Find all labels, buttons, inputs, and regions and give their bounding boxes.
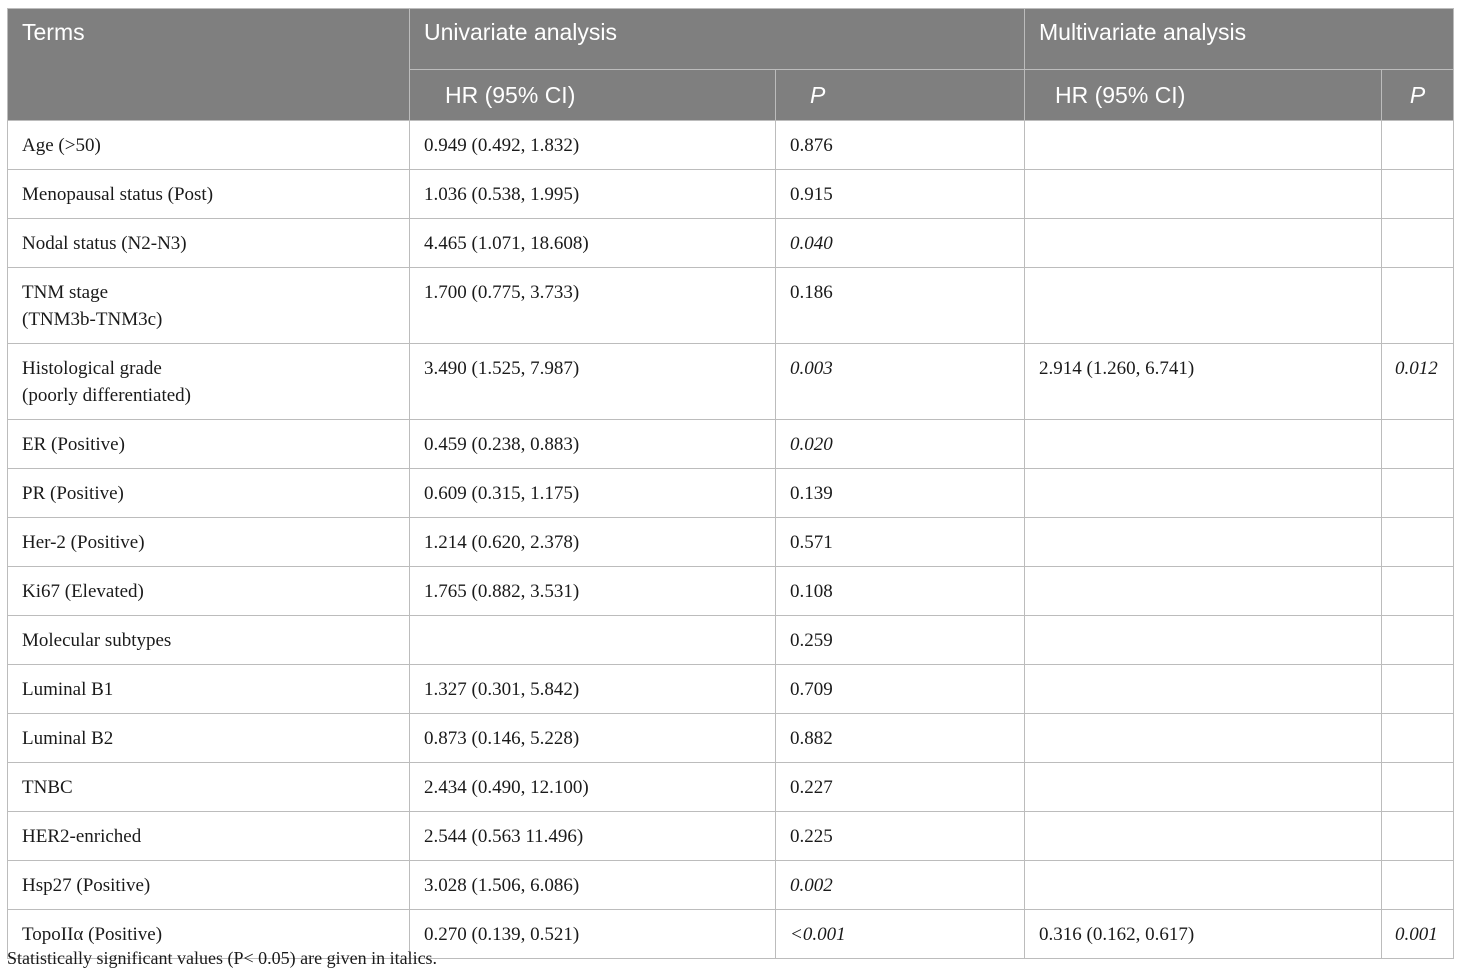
multi-p-cell: [1382, 121, 1454, 170]
term-cell: ER (Positive): [8, 420, 410, 469]
multi-hr-cell: [1025, 420, 1382, 469]
header-multivariate: Multivariate analysis: [1025, 9, 1454, 70]
term-cell: Ki67 (Elevated): [8, 567, 410, 616]
hazard-ratio-table: [7, 8, 1454, 959]
multi-p-cell: [1382, 812, 1454, 861]
table-row: [8, 665, 1454, 714]
multi-p-cell: [1382, 420, 1454, 469]
term-line-1: TNM stage: [22, 282, 109, 303]
term-line-1: Histological grade: [22, 358, 162, 379]
multi-hr-cell: [1025, 763, 1382, 812]
header-multi-hr: HR (95% CI): [1025, 70, 1382, 121]
multi-hr-cell: [1025, 812, 1382, 861]
uni-p-cell: 0.709: [776, 665, 1025, 714]
table-row: [8, 121, 1454, 170]
multi-hr-cell: [1025, 861, 1382, 910]
term-cell: Age (>50): [8, 121, 410, 170]
table-row: [8, 170, 1454, 219]
multi-hr-cell: 0.316 (0.162, 0.617): [1025, 910, 1382, 959]
table-row: [8, 219, 1454, 268]
table-row: [8, 518, 1454, 567]
multi-hr-cell: [1025, 665, 1382, 714]
uni-p-cell: 0.186: [776, 268, 1025, 344]
uni-p-cell: 0.003: [776, 344, 1025, 420]
header-univariate: Univariate analysis: [410, 9, 1025, 70]
uni-hr-cell: 1.700 (0.775, 3.733): [410, 268, 776, 344]
multi-p-cell: [1382, 861, 1454, 910]
multi-hr-cell: [1025, 268, 1382, 344]
term-cell: [8, 268, 410, 344]
table-row: [8, 616, 1454, 665]
term-cell: Her-2 (Positive): [8, 518, 410, 567]
term-cell: Nodal status (N2-N3): [8, 219, 410, 268]
term-cell: Luminal B2: [8, 714, 410, 763]
multi-hr-cell: [1025, 714, 1382, 763]
term-cell: HER2-enriched: [8, 812, 410, 861]
term-cell: Luminal B1: [8, 665, 410, 714]
table-row: [8, 763, 1454, 812]
term-cell: [8, 344, 410, 420]
table-row: [8, 344, 1454, 420]
multi-hr-cell: [1025, 219, 1382, 268]
multi-p-cell: [1382, 616, 1454, 665]
uni-p-cell: 0.139: [776, 469, 1025, 518]
uni-hr-cell: 2.434 (0.490, 12.100): [410, 763, 776, 812]
term-cell: Menopausal status (Post): [8, 170, 410, 219]
uni-hr-cell: 0.270 (0.139, 0.521): [410, 910, 776, 959]
header-uni-p: P: [776, 70, 1025, 121]
multi-p-cell: 0.001: [1382, 910, 1454, 959]
multi-hr-cell: [1025, 121, 1382, 170]
table-row: [8, 861, 1454, 910]
multi-p-cell: [1382, 567, 1454, 616]
multi-p-cell: [1382, 469, 1454, 518]
term-cell: PR (Positive): [8, 469, 410, 518]
multi-hr-cell: 2.914 (1.260, 6.741): [1025, 344, 1382, 420]
uni-p-cell: 0.915: [776, 170, 1025, 219]
uni-p-cell: 0.002: [776, 861, 1025, 910]
multi-p-cell: [1382, 714, 1454, 763]
uni-hr-cell: 1.036 (0.538, 1.995): [410, 170, 776, 219]
multi-p-cell: [1382, 518, 1454, 567]
uni-p-cell: 0.040: [776, 219, 1025, 268]
uni-p-cell: 0.108: [776, 567, 1025, 616]
header-terms: Terms: [8, 9, 410, 121]
term-cell: Hsp27 (Positive): [8, 861, 410, 910]
uni-hr-cell: 0.609 (0.315, 1.175): [410, 469, 776, 518]
header-multi-p: P: [1382, 70, 1454, 121]
table-row: [8, 812, 1454, 861]
uni-p-cell: 0.571: [776, 518, 1025, 567]
uni-hr-cell: 3.028 (1.506, 6.086): [410, 861, 776, 910]
multi-hr-cell: [1025, 616, 1382, 665]
uni-hr-cell: 0.459 (0.238, 0.883): [410, 420, 776, 469]
multi-p-cell: [1382, 170, 1454, 219]
multi-hr-cell: [1025, 518, 1382, 567]
multi-hr-cell: [1025, 170, 1382, 219]
table-row: [8, 420, 1454, 469]
table-row: [8, 469, 1454, 518]
uni-p-cell: 0.882: [776, 714, 1025, 763]
uni-hr-cell: 1.327 (0.301, 5.842): [410, 665, 776, 714]
multi-p-cell: [1382, 268, 1454, 344]
uni-hr-cell: 0.949 (0.492, 1.832): [410, 121, 776, 170]
uni-p-cell: 0.020: [776, 420, 1025, 469]
table-row: [8, 268, 1454, 344]
term-cell: Molecular subtypes: [8, 616, 410, 665]
uni-hr-cell: 3.490 (1.525, 7.987): [410, 344, 776, 420]
results-table-container: [7, 8, 1453, 959]
table-footnote: Statistically significant values (P< 0.05) are given in italics.: [7, 948, 438, 968]
uni-hr-cell: 1.765 (0.882, 3.531): [410, 567, 776, 616]
uni-hr-cell: 4.465 (1.071, 18.608): [410, 219, 776, 268]
uni-p-cell: 0.225: [776, 812, 1025, 861]
uni-p-cell: 0.227: [776, 763, 1025, 812]
uni-p-cell: <0.001: [776, 910, 1025, 959]
uni-hr-cell: [410, 616, 776, 665]
multi-p-cell: [1382, 763, 1454, 812]
term-cell: TNBC: [8, 763, 410, 812]
multi-p-cell: 0.012: [1382, 344, 1454, 420]
uni-p-cell: 0.259: [776, 616, 1025, 665]
table-row: [8, 714, 1454, 763]
uni-hr-cell: 0.873 (0.146, 5.228): [410, 714, 776, 763]
multi-p-cell: [1382, 665, 1454, 714]
header-uni-hr: HR (95% CI): [410, 70, 776, 121]
uni-p-cell: 0.876: [776, 121, 1025, 170]
term-cell: TopoIIα (Positive): [8, 910, 410, 959]
uni-hr-cell: 2.544 (0.563 11.496): [410, 812, 776, 861]
multi-hr-cell: [1025, 567, 1382, 616]
multi-p-cell: [1382, 219, 1454, 268]
uni-hr-cell: 1.214 (0.620, 2.378): [410, 518, 776, 567]
term-line-2: (poorly differentiated): [22, 385, 191, 406]
multi-hr-cell: [1025, 469, 1382, 518]
term-line-2: (TNM3b-TNM3c): [22, 309, 163, 330]
table-row: [8, 567, 1454, 616]
